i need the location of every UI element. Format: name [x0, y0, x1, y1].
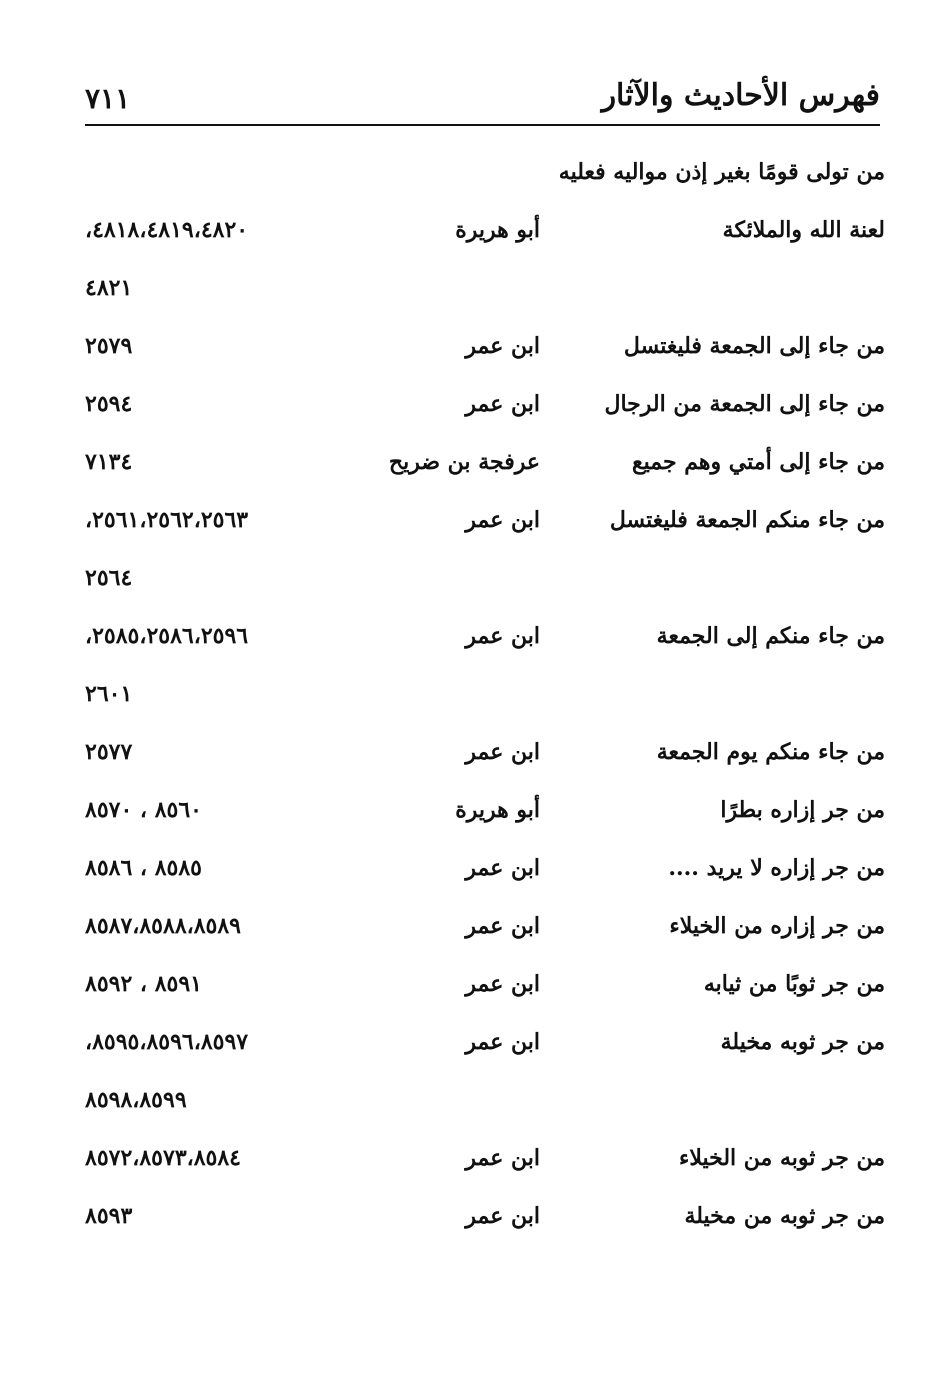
narrator: ابن عمر [465, 971, 540, 997]
page-title: فهرس الأحاديث والآثار [601, 78, 880, 113]
index-entry [85, 203, 885, 261]
index-entry [85, 609, 885, 667]
page-number: ٧١١ [85, 82, 131, 115]
index-entry [85, 145, 885, 203]
hadith-references: ٢٥٩٤ [85, 391, 133, 417]
hadith-text: من جر ثوبه من الخيلاء [679, 1145, 885, 1171]
narrator: عرفجة بن ضريح [388, 449, 540, 475]
hadith-references: ٨٥٧٢،٨٥٧٣،٨٥٨٤ [85, 1145, 241, 1171]
hadith-references: ٨٥٨٥ ، ٨٥٨٦ [85, 855, 202, 881]
hadith-text: من جر ثوبًا من ثيابه [703, 971, 885, 997]
index-entry [85, 667, 885, 725]
narrator: أبو هريرة [455, 797, 540, 823]
index-entry [85, 435, 885, 493]
index-entry [85, 319, 885, 377]
hadith-references: ٨٥٩٥،٨٥٩٦،٨٥٩٧، [85, 1029, 249, 1055]
hadith-references: ٢٦٠١ [85, 681, 133, 707]
hadith-references: ٤٨٢١ [85, 275, 133, 301]
index-entry [85, 841, 885, 899]
hadith-references: ٨٥٩١ ، ٨٥٩٢ [85, 971, 202, 997]
hadith-text: من جر إزاره لا يريد .... [668, 855, 885, 881]
hadith-references: ٧١٣٤ [85, 449, 133, 475]
page-header [85, 60, 880, 128]
index-entry [85, 725, 885, 783]
narrator: ابن عمر [465, 391, 540, 417]
hadith-text: من جر ثوبه مخيلة [720, 1029, 885, 1055]
hadith-references: ٢٥٧٧ [85, 739, 133, 765]
hadith-references: ٨٥٦٠ ، ٨٥٧٠ [85, 797, 202, 823]
index-entry [85, 1189, 885, 1247]
hadith-references: ٨٥٨٧،٨٥٨٨،٨٥٨٩ [85, 913, 241, 939]
hadith-text: من جاء منكم يوم الجمعة [656, 739, 885, 765]
hadith-text: من تولى قومًا بغير إذن مواليه فعليه [558, 159, 885, 185]
index-entry [85, 377, 885, 435]
narrator: ابن عمر [465, 855, 540, 881]
narrator: ابن عمر [465, 333, 540, 359]
header-rule [85, 124, 880, 126]
hadith-text: من جاء إلى الجمعة من الرجال [604, 391, 885, 417]
index-entry [85, 261, 885, 319]
hadith-references: ٢٥٨٥،٢٥٨٦،٢٥٩٦، [85, 623, 249, 649]
hadith-text: من جاء منكم إلى الجمعة [656, 623, 885, 649]
narrator: أبو هريرة [455, 217, 540, 243]
narrator: ابن عمر [465, 623, 540, 649]
narrator: ابن عمر [465, 1029, 540, 1055]
index-entry [85, 493, 885, 551]
hadith-references: ٢٥٧٩ [85, 333, 133, 359]
hadith-text: من جر إزاره من الخيلاء [669, 913, 885, 939]
hadith-references: ٢٥٦٤ [85, 565, 133, 591]
narrator: ابن عمر [465, 739, 540, 765]
index-entry [85, 1015, 885, 1073]
narrator: ابن عمر [465, 507, 540, 533]
narrator: ابن عمر [465, 913, 540, 939]
hadith-references: ٨٥٩٣ [85, 1203, 133, 1229]
hadith-references: ٢٥٦١،٢٥٦٢،٢٥٦٣، [85, 507, 249, 533]
hadith-text: من جر إزاره بطرًا [720, 797, 885, 823]
hadith-references: ٨٥٩٨،٨٥٩٩ [85, 1087, 187, 1113]
hadith-text: من جاء إلى الجمعة فليغتسل [623, 333, 885, 359]
index-entry [85, 783, 885, 841]
narrator: ابن عمر [465, 1145, 540, 1171]
index-entry [85, 1131, 885, 1189]
hadith-text: من جاء منكم الجمعة فليغتسل [609, 507, 885, 533]
hadith-references: ٤٨١٨،٤٨١٩،٤٨٢٠، [85, 217, 249, 243]
index-entry [85, 957, 885, 1015]
index-entry [85, 1073, 885, 1131]
index-entry [85, 899, 885, 957]
hadith-text: لعنة الله والملائكة [722, 217, 885, 243]
index-entry [85, 551, 885, 609]
index-entries [85, 145, 885, 1247]
hadith-text: من جر ثوبه من مخيلة [684, 1203, 885, 1229]
hadith-text: من جاء إلى أمتي وهم جميع [631, 449, 885, 475]
narrator: ابن عمر [465, 1203, 540, 1229]
